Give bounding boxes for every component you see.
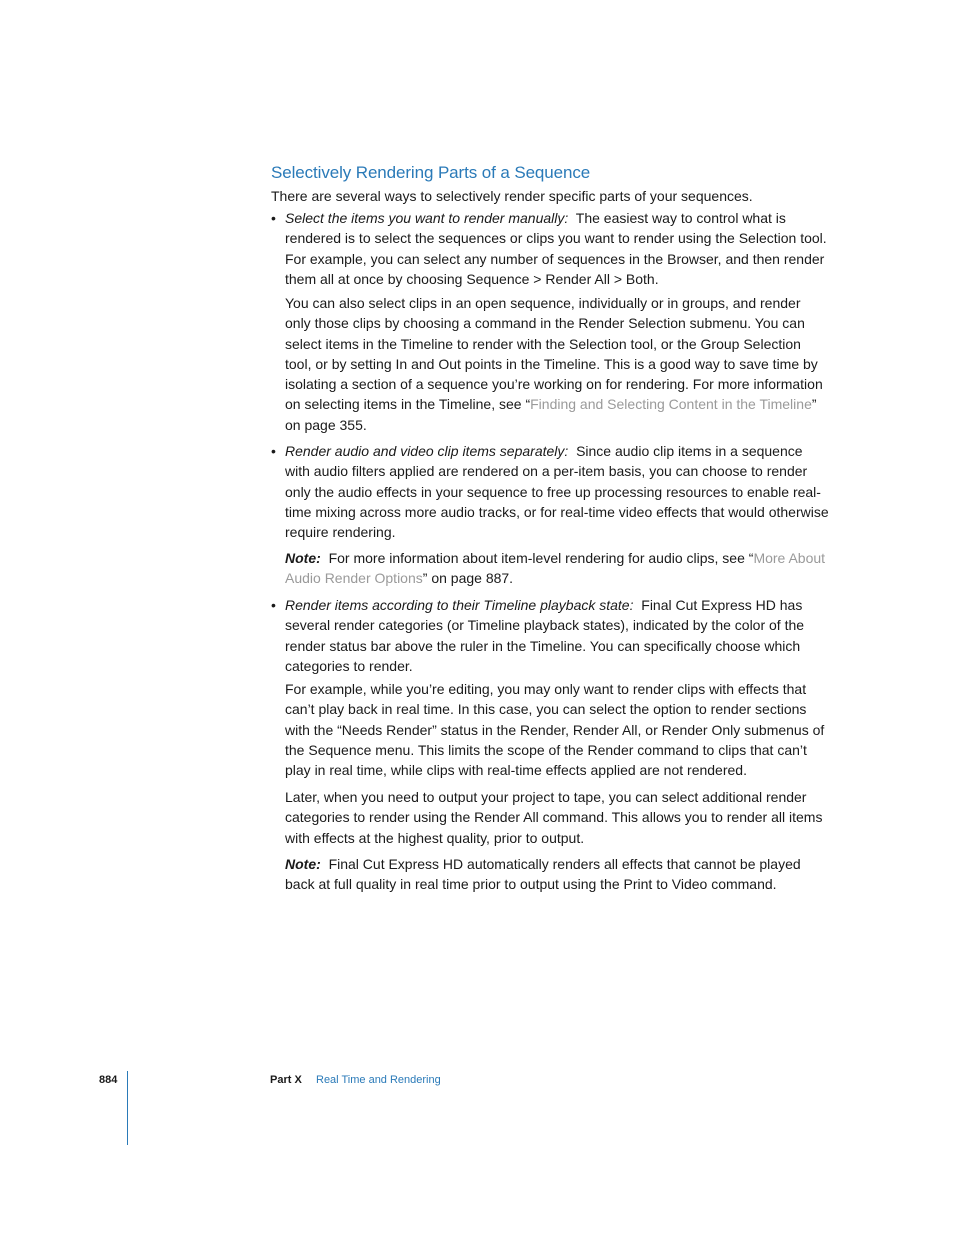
intro-paragraph: There are several ways to selectively render specific parts of your sequences.: [271, 188, 753, 204]
note-text: Final Cut Express HD automatically renders all effects that cannot be played back at full quality in real time prior to output using the Print to Video command.: [285, 856, 801, 893]
body-paragraph: For example, while you’re editing, you may only want to render clips with effects that can’t play back in real time. In this case, you can select the option to render sections with the “Needs Render” status in the Render, Render All, or Render Only submenus of the Sequence menu. This limits the scope of the Render command to clips that can’t play in real time, while clips with real-time effects applied are not rendered.: [285, 681, 825, 779]
bullet-marker: •: [271, 597, 276, 613]
note-paragraph: Note: For more information about item-level rendering for audio clips, see “More About Audio Render Options” on page 887.: [285, 550, 826, 587]
bullet-paragraph: [285, 441, 830, 542]
bullet-marker: •: [271, 443, 276, 459]
cross-reference-link[interactable]: Finding and Selecting Content in the Timeline: [530, 396, 812, 413]
bullet-marker: •: [271, 210, 276, 226]
bullet-lead: Render audio and video clip items separately:: [285, 443, 569, 459]
note-label: Note:: [285, 856, 321, 872]
footer-divider: [127, 1071, 128, 1145]
bullet-lead: Select the items you want to render manually:: [285, 210, 569, 226]
part-title: Real Time and Rendering: [316, 1074, 441, 1086]
body-paragraph: You can also select clips in an open sequence, individually or in groups, and render only those clips by choosing a command in the Render Selection submenu. You can select items in the Timeline to render with the Selection tool, or the Group Selection tool, or by setting In and Out points in the Timeline. This is a good way to save time by isolating a section of a sequence you’re working on for rendering. For more information on selecting items in the Timeline, see “Finding and Selecting Content in the Timeline” on page 355.: [285, 295, 823, 433]
body-paragraph: Later, when you need to output your project to tape, you can select additional render categories to render using the Render All command. This allows you to render all items with effects at the highest quality, prior to output.: [285, 789, 823, 846]
bullet-lead: Render items according to their Timeline playback state:: [285, 597, 634, 613]
section-heading: Selectively Rendering Parts of a Sequence: [271, 163, 591, 182]
part-label: Part X: [270, 1074, 302, 1086]
note-label: Note:: [285, 550, 321, 566]
bullet-text: Final Cut Express HD has several render categories (or Timeline playback states), indicated by the color of the render status bar above the ruler in the Timeline. You can specifically choose which categories to render.: [285, 597, 805, 674]
bullet-paragraph: [285, 595, 830, 676]
cross-reference-link[interactable]: More About Audio Render Options: [285, 550, 826, 587]
note-paragraph: [285, 854, 830, 895]
page-number: 884: [99, 1074, 118, 1086]
bullet-text: Since audio clip items in a sequence with audio filters applied are rendered on a per-item basis, you can choose to render only the audio effects in your sequence to free up processing resources to enable real-time mixing across more audio tracks, or for real-time video effects that would otherwise require rendering.: [285, 443, 829, 541]
bullet-paragraph: [285, 208, 830, 289]
bullet-text: The easiest way to control what is rendered is to select the sequences or clips you want to render using the Selection tool. For example, you can select any number of sequences in the Browser, and then render them all at once by choosing Sequence > Render All > Both.: [285, 210, 827, 287]
